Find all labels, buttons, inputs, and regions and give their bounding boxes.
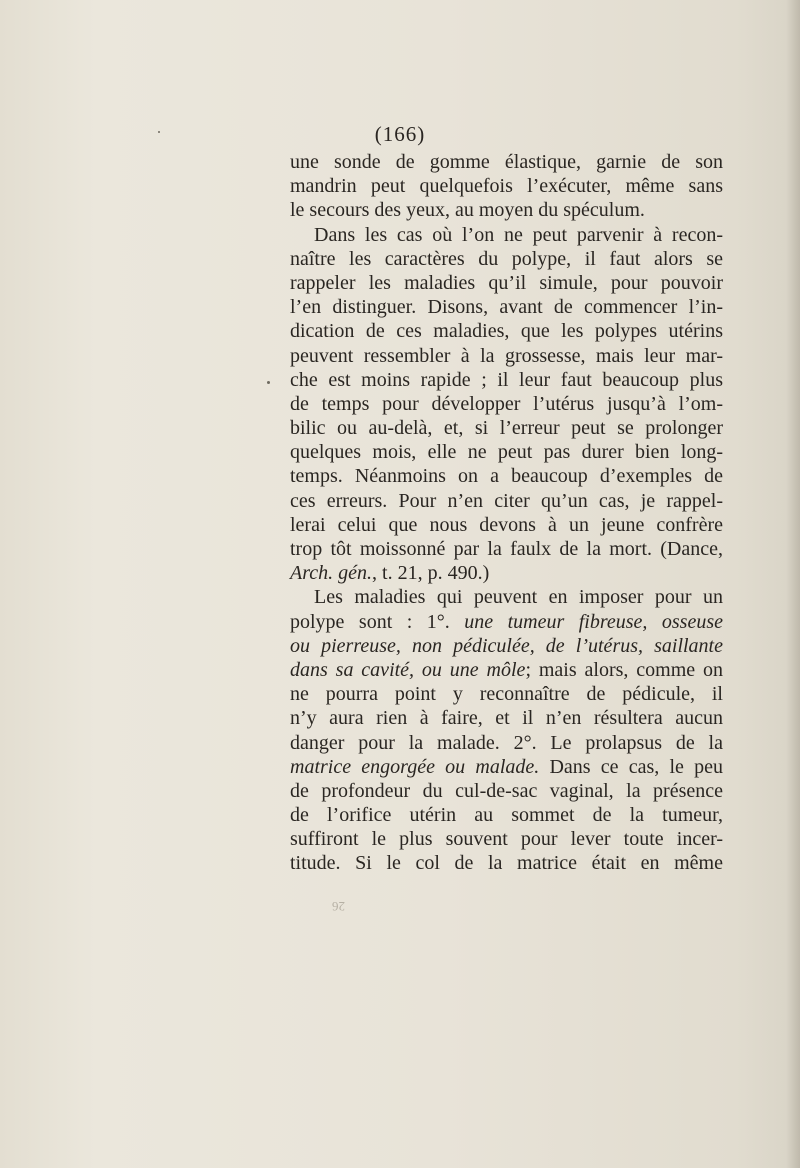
text-line: de profondeur du cul-de-sac vaginal, la présence — [290, 779, 723, 802]
paragraph-start-line: Les maladies qui peuvent en imposer pour un — [314, 586, 723, 609]
text-line: Arch. gén., t. 21, p. 490.) — [290, 562, 490, 585]
italic-term: matrice engorgée ou malade. — [290, 755, 540, 778]
text-line: che est moins rapide ; il leur faut beaucoup plus — [290, 368, 723, 391]
text-line: de l’orifice utérin au sommet de la tumeur, — [290, 804, 723, 827]
text-line: le secours des yeux, au moyen du spéculum. — [290, 199, 645, 222]
body-text — [290, 150, 723, 876]
text-line: trop tôt moissonné par la faulx de la mort. (Dance, — [290, 538, 723, 560]
text-line: danger pour la malade. 2°. Le prolapsus de la — [290, 731, 723, 754]
text-line: bilic ou au-delà, et, si l’erreur peut se prolonger — [290, 417, 723, 440]
text-line — [290, 634, 723, 658]
text-line: peuvent ressembler à la grossesse, mais leur mar- — [290, 344, 723, 367]
citation-title: Arch. gén. — [290, 562, 373, 585]
margin-speck — [267, 381, 270, 384]
text-line: suffiront le plus souvent pour lever toute incer- — [290, 828, 723, 851]
text-line: dans sa cavité, ou une môle; mais alors, comme on — [290, 658, 723, 681]
bleed-through-mark: 26 — [332, 899, 345, 914]
text-line: l’en distinguer. Disons, avant de commencer l’in- — [290, 296, 723, 319]
text-line: titude. Si le col de la matrice était en même — [290, 852, 723, 875]
text-line: de temps pour développer l’utérus jusqu’à l’om- — [290, 392, 723, 415]
text-line: temps. Néanmoins on a beaucoup d’exemples de — [290, 465, 723, 488]
italic-term: dans sa cavité, ou une môle — [290, 658, 526, 681]
text-line: rappeler les maladies qu’il simule, pour pouvoir — [290, 271, 723, 294]
italic-term: une tumeur fibreuse, osseuse — [464, 610, 723, 633]
page-edge-shadow — [786, 0, 800, 1168]
italic-term: ou pierreuse, non pédiculée, de l’utérus, saillante — [290, 634, 723, 657]
text-line: une sonde de gomme élastique, garnie de son — [290, 151, 723, 173]
text-line: matrice engorgée ou malade. Dans ce cas, le peu — [290, 755, 723, 778]
text-line: mandrin peut quelquefois l’exécuter, même sans — [290, 175, 723, 198]
text-line: ces erreurs. Pour n’en citer qu’un cas, je rappel- — [290, 489, 723, 512]
paragraph-start-line: Dans les cas où l’on ne peut parvenir à recon- — [314, 223, 723, 246]
text-line: polype sont : 1°. une tumeur fibreuse, osseuse — [290, 610, 723, 633]
page-number: (166) — [374, 122, 426, 146]
text-line: dication de ces maladies, que les polypes utérins — [290, 320, 723, 343]
text-line: ne pourra point y reconnaître de pédicule, il — [290, 683, 723, 706]
text-line: naître les caractères du polype, il faut alors se — [290, 247, 723, 270]
text-line: quelques mois, elle ne peut pas durer bien long- — [290, 441, 723, 464]
text-line: lerai celui que nous devons à un jeune confrère — [290, 513, 723, 536]
text-line: n’y aura rien à faire, et il n’en résultera aucun — [290, 707, 723, 730]
